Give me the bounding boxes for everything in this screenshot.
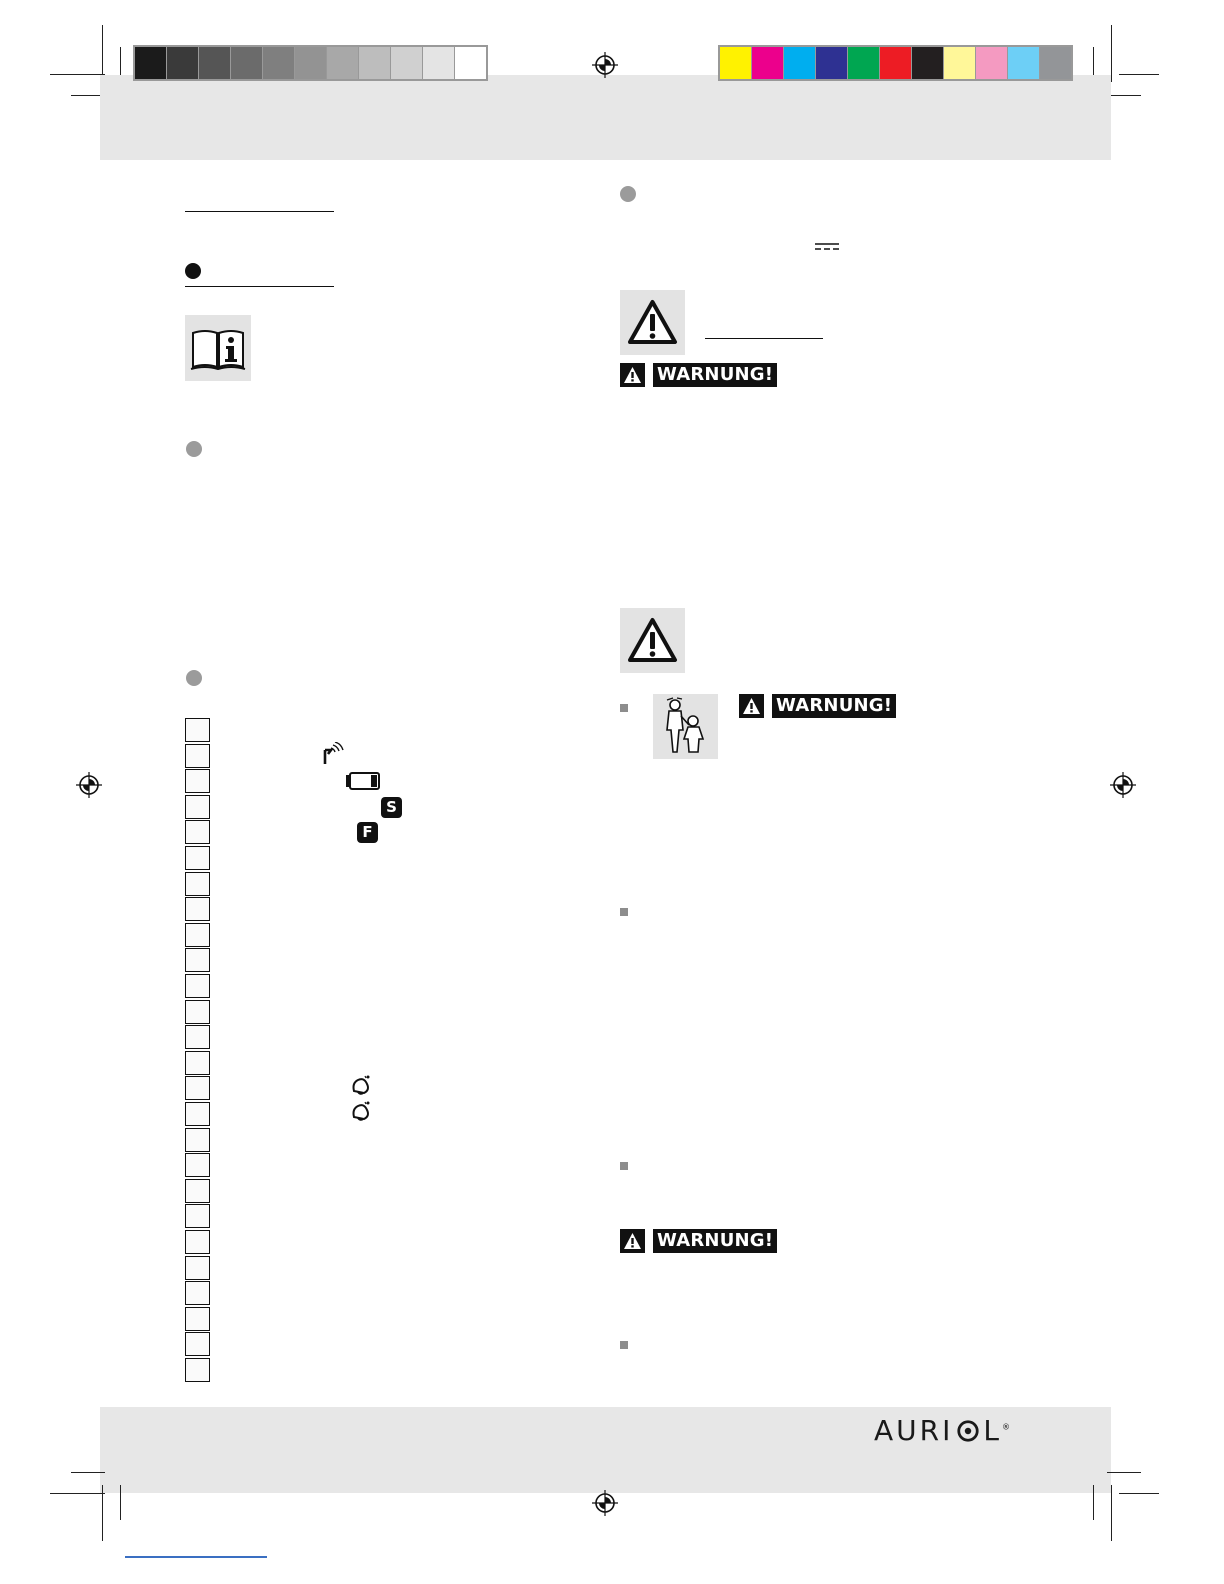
dc-symbol-icon	[815, 243, 839, 251]
list-number-box	[185, 795, 210, 819]
grey-swatch	[231, 47, 262, 79]
registration-mark-bottom	[592, 1490, 618, 1516]
list-number-box	[185, 1102, 210, 1126]
list-number-box	[185, 1179, 210, 1203]
link-underline	[125, 1556, 267, 1558]
warning-triangle-icon	[620, 290, 685, 355]
heading-rule-3	[705, 338, 823, 339]
color-bar	[718, 45, 1073, 81]
warning-text: WARNUNG!	[653, 363, 777, 387]
list-number-box	[185, 1332, 210, 1356]
list-number-box	[185, 923, 210, 947]
antenna-signal-icon	[322, 742, 344, 766]
section-bullet-3	[620, 186, 636, 202]
list-number-box	[185, 1128, 210, 1152]
grey-swatch	[327, 47, 358, 79]
color-swatch	[1040, 47, 1071, 79]
registration-mark-left	[76, 772, 102, 798]
warning-label-1	[620, 363, 777, 387]
list-number-box	[185, 820, 210, 844]
list-number-box	[185, 1281, 210, 1305]
color-swatch	[720, 47, 751, 79]
child-hazard-icon	[653, 694, 718, 759]
list-bullet	[620, 1341, 628, 1349]
color-swatch	[816, 47, 847, 79]
list-number-box	[185, 1256, 210, 1280]
section-bullet-2	[186, 670, 202, 686]
list-number-box	[185, 1051, 210, 1075]
book-info-icon	[185, 315, 251, 381]
grey-swatch	[135, 47, 166, 79]
registration-mark-top	[592, 52, 618, 78]
registered-mark: ®	[1001, 1422, 1010, 1432]
color-swatch	[912, 47, 943, 79]
list-number-box	[185, 897, 210, 921]
warning-text: WARNUNG!	[772, 694, 896, 718]
warning-small-icon	[620, 1229, 645, 1253]
brand-o-icon	[955, 1419, 981, 1443]
f-symbol: F	[357, 822, 378, 843]
section-bullet-dark	[185, 263, 201, 279]
warning-small-icon	[620, 363, 645, 387]
color-swatch	[976, 47, 1007, 79]
registration-mark-right	[1110, 772, 1136, 798]
header-band	[100, 75, 1111, 160]
section-bullet-1	[186, 441, 202, 457]
brand-logo	[874, 1414, 1010, 1447]
alarm-bell-icon	[350, 1074, 372, 1096]
list-number-box	[185, 974, 210, 998]
grey-swatch	[167, 47, 198, 79]
s-symbol: S	[381, 797, 402, 818]
list-number-box	[185, 1230, 210, 1254]
warning-triangle-icon	[620, 608, 685, 673]
list-number-box	[185, 718, 210, 742]
brand-text-tail: L	[983, 1414, 1002, 1447]
list-number-box	[185, 1076, 210, 1100]
color-swatch	[752, 47, 783, 79]
heading-rule-1	[185, 211, 334, 212]
color-swatch	[944, 47, 975, 79]
color-swatch	[1008, 47, 1039, 79]
list-number-box	[185, 1025, 210, 1049]
list-bullet	[620, 704, 628, 712]
grey-swatch	[423, 47, 454, 79]
list-number-box	[185, 744, 210, 768]
list-number-box	[185, 1204, 210, 1228]
grey-swatch	[263, 47, 294, 79]
warning-label-2	[739, 694, 896, 718]
warning-label-3	[620, 1229, 777, 1253]
list-number-box	[185, 872, 210, 896]
list-number-box	[185, 769, 210, 793]
list-bullet	[620, 1162, 628, 1170]
color-swatch	[848, 47, 879, 79]
warning-text: WARNUNG!	[653, 1229, 777, 1253]
list-number-box	[185, 846, 210, 870]
grey-swatch	[359, 47, 390, 79]
list-bullet	[620, 908, 628, 916]
list-number-box	[185, 1358, 210, 1382]
color-swatch	[784, 47, 815, 79]
heading-rule-2	[185, 286, 334, 287]
grey-swatch	[295, 47, 326, 79]
grey-swatch	[455, 47, 486, 79]
low-battery-icon	[345, 772, 381, 790]
list-number-box	[185, 1153, 210, 1177]
list-number-box	[185, 1000, 210, 1024]
list-number-box	[185, 948, 210, 972]
alarm-bell-icon	[350, 1100, 372, 1122]
warning-small-icon	[739, 694, 764, 718]
grey-swatch	[199, 47, 230, 79]
brand-text: AURI	[874, 1414, 954, 1447]
list-number-box	[185, 1307, 210, 1331]
color-swatch	[880, 47, 911, 79]
grey-swatch	[391, 47, 422, 79]
grey-scale-bar	[133, 45, 488, 81]
